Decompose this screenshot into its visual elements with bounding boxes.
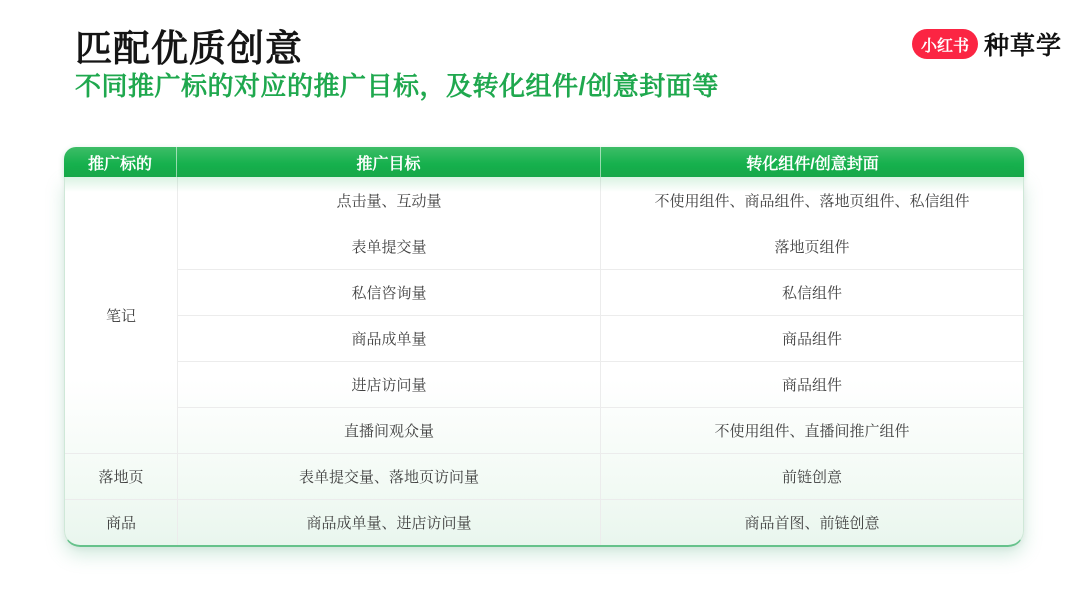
brand-logo — [912, 26, 1062, 62]
goal-cell: 商品成单量、进店访问量 — [177, 499, 600, 545]
group-label-notes: 笔记 — [105, 307, 136, 325]
xiaohongshu-logo-badge: 小红书 — [912, 29, 978, 59]
component-cell: 落地页组件 — [600, 223, 1023, 269]
table-header-row — [64, 147, 1024, 177]
page-title: 匹配优质创意 — [75, 28, 303, 69]
goal-cell: 商品成单量 — [177, 315, 600, 361]
goal-cell: 私信咨询量 — [177, 269, 600, 315]
component-cell: 商品组件 — [600, 361, 1023, 407]
component-cell: 不使用组件、商品组件、落地页组件、私信组件 — [600, 177, 1023, 223]
component-cell: 私信组件 — [600, 269, 1023, 315]
goal-cell: 点击量、互动量 — [177, 177, 600, 223]
group-label-product: 商品 — [65, 499, 177, 545]
header-cell-goal: 推广目标 — [176, 147, 600, 177]
goal-cell: 直播间观众量 — [177, 407, 600, 453]
component-cell: 商品首图、前链创意 — [600, 499, 1023, 545]
component-cell: 前链创意 — [600, 453, 1023, 499]
header-cell-component: 转化组件/创意封面 — [600, 147, 1024, 177]
goal-cell: 表单提交量、落地页访问量 — [177, 453, 600, 499]
brand-logo-text: 种草学 — [983, 32, 1062, 60]
goal-cell: 表单提交量 — [177, 223, 600, 269]
goal-cell: 进店访问量 — [177, 361, 600, 407]
table-body — [64, 177, 1024, 547]
promotion-table — [64, 147, 1024, 547]
group-label-landing-page: 落地页 — [65, 453, 177, 499]
page-subtitle: 不同推广标的对应的推广目标，及转化组件/创意封面等 — [75, 71, 719, 101]
component-cell: 不使用组件、直播间推广组件 — [600, 407, 1023, 453]
component-cell: 商品组件 — [600, 315, 1023, 361]
header-cell-target: 推广标的 — [87, 155, 152, 173]
